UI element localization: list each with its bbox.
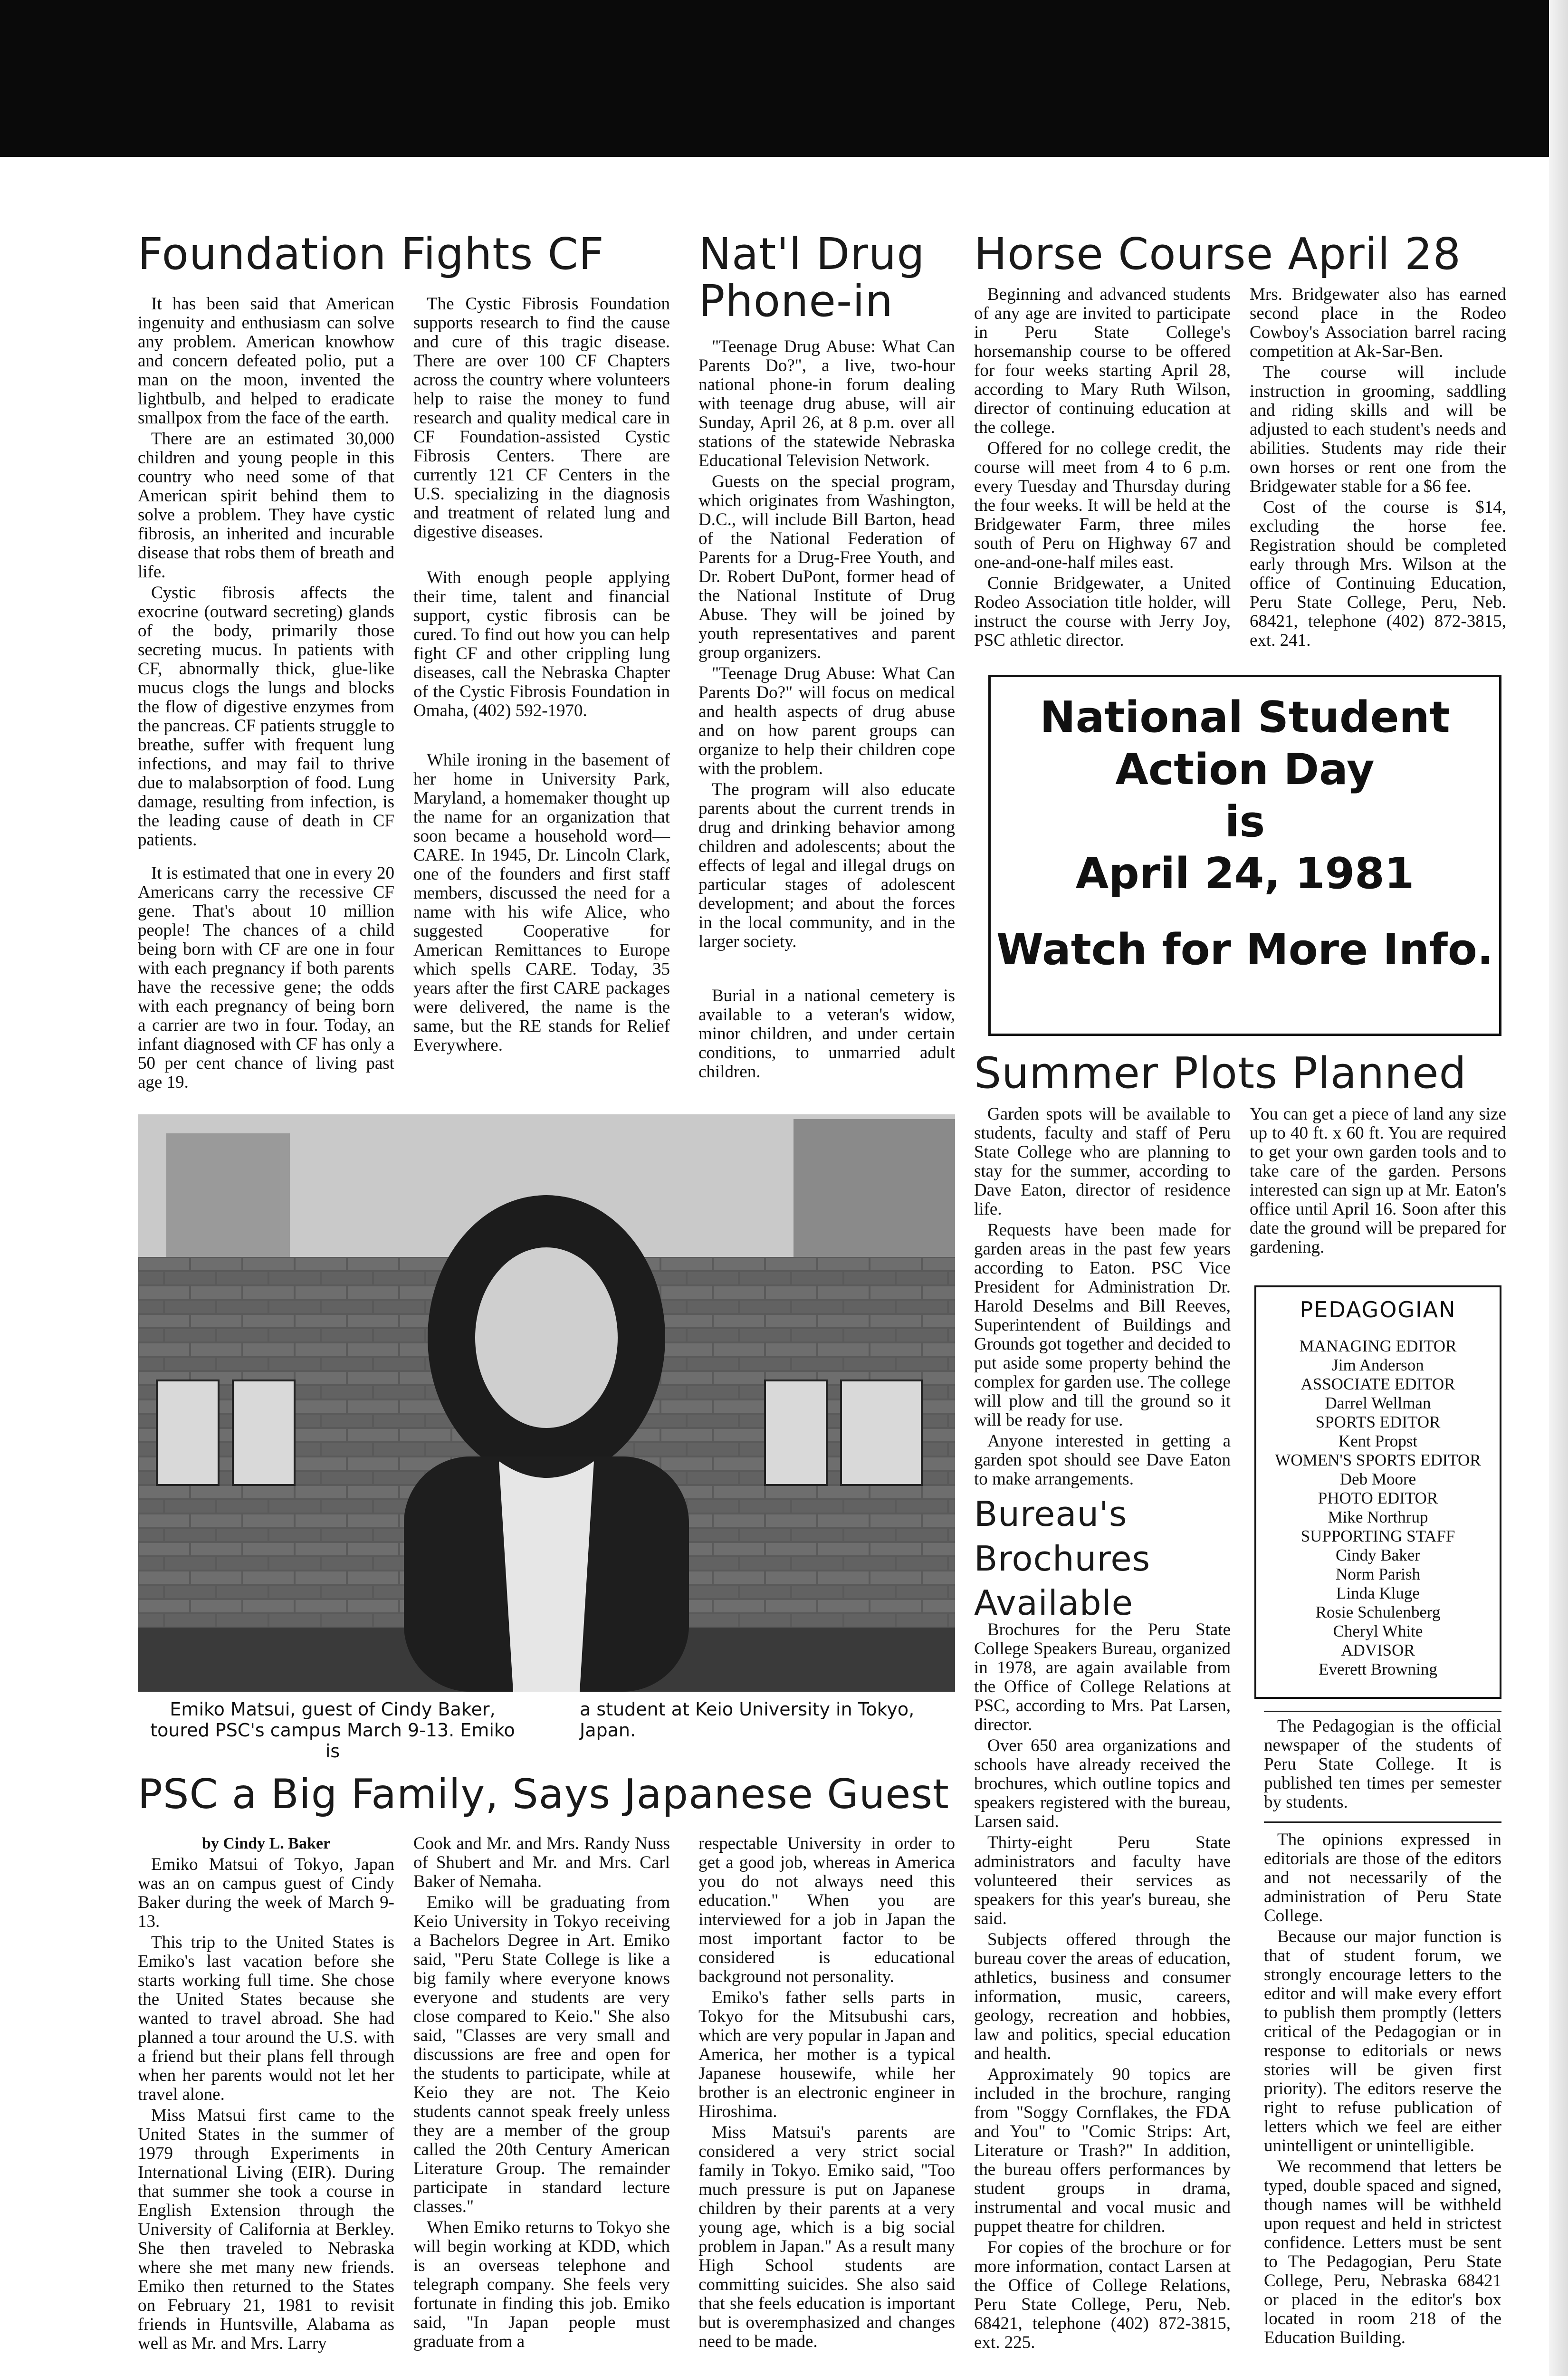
masthead-staff-name: Cheryl White [1333,1622,1423,1640]
foundation-para: Cystic fibrosis affects the exocrine (outward secreting) glands of the body, primarily those secreting mucus. In patients with CF, abnormally thick, glue-like mucus clogs the lungs and blocks the flow of digestive enzymes from the pancreas. CF patients struggle to breathe, suffer with frequent lung infections, and may fail to thrive due to malabsorption of food. Lung damage, resulting from infection, is the leading cause of death in CF patients. [138,583,394,850]
bureau-para: Subjects offered through the bureau cover the areas of education, athletics, business and consumer information, music, careers, geology, recreation and hobbies, law and politics, special education and health. [974,1930,1231,2063]
drug-para: Guests on the special program, which originates from Washington, D.C., will include Bill Barton, head of the National Federation of Parents for a Drug-Free Youth, and Dr. Robert DuPont, former head of the National Institute of Drug Abuse. They will be joined by youth representatives and parent group organizers. [698,472,955,662]
foundation-headline: Foundation Fights CF [138,229,604,279]
masthead-role: WOMEN'S SPORTS EDITOR [1275,1451,1481,1469]
psc-para: This trip to the United States is Emiko's last vacation before she starts working full time. She chose the United States because she wanted to travel abroad. She had planned a tour around the U.S. with a friend but their plans fell through when her parents would not let her travel alone. [138,1933,394,2104]
horse-para: Connie Bridgewater, a United Rodeo Association title holder, will instruct the course with Jerry Joy, PSC athletic director. [974,574,1231,650]
bureau-para: Over 650 area organizations and schools have already received the brochures, which outline topics and speakers registered with the bureau, Larsen said. [974,1736,1231,1831]
foundation-column-2 [413,295,670,1057]
horse-para: The course will include instruction in grooming, saddling and riding skills and will be adjusted to each student's needs and abilities. Students may ride their own horses or rent one from the Bridgewater stable for a $6 fee. [1250,363,1506,496]
psc-headline: PSC a Big Family, Says Japanese Guest [138,1771,949,1818]
masthead-role: SPORTS EDITOR [1315,1413,1441,1431]
masthead-role: MANAGING EDITOR [1299,1337,1457,1355]
psc-para: respectable University in order to get a good job, whereas in America you do not always need this education." When you are interviewed for a job in Japan the most important factor to be considered is educational background not personality. [698,1834,955,1986]
masthead-staff-name: Norm Parish [1336,1565,1420,1583]
drug-headline-line: Nat'l Drug [698,229,925,279]
horse-para: Offered for no college credit, the course will meet from 4 to 6 p.m. every Tuesday and Thursday during the four weeks. It will be held at the Bridgewater Farm, three miles south of Peru on Highway 67 and one-and-one-half miles east. [974,439,1231,572]
policy-para: The opinions expressed in editorials are those of the editors and not necessarily of the administration of Peru State College. [1264,1830,1501,1926]
drug-para: "Teenage Drug Abuse: What Can Parents Do?", a live, two-hour national phone-in forum dealing with teenage drug abuse, will air Sunday, April 26, at 8 p.m. over all stations of the statewide Nebraska Educational Television Network. [698,337,955,470]
foundation-column-1 [138,295,394,1094]
foundation-para: It has been said that American ingenuity and enthusiasm can solve any problem. American knowhow and concern defeated polio, put a man on the moon, invented the lightbulb, and helped to eradicate smallpox from the face of the earth. [138,294,394,428]
psc-para: When Emiko returns to Tokyo she will begin working at KDD, which is an overseas telephone and telegraph company. She feels very fortunate in finding this job. Emiko said, "In Japan people must graduate from a [413,2218,670,2351]
bureau-headline [974,1492,1150,1626]
horse-headline: Horse Course April 28 [974,229,1462,279]
policy-column [1264,1711,1501,2349]
horse-para: Cost of the course is $14, excluding the horse fee. Registration should be completed early through Mrs. Wilson at the office of Continuing Education, Peru State College, Peru, Neb. 68421, telephone (402) 872-3815, ext. 241. [1250,498,1506,650]
masthead-staff-name: Linda Kluge [1336,1584,1420,1602]
masthead-role: PHOTO EDITOR [1318,1489,1438,1507]
masthead-staff-name: Cindy Baker [1336,1546,1420,1564]
action-day-line: Action Day [1115,744,1375,795]
action-day-line: National Student [1040,692,1450,742]
action-day-box [988,675,1501,1036]
masthead-staff-name: Everett Browning [1319,1660,1437,1678]
bureau-para: Approximately 90 topics are included in the brochure, ranging from "Soggy Cornflakes, the FDA and You" to "Comic Strips: Art, Literature or Trash?" In addition, the bureau offers performances by student groups in drama, instrumental and vocal music and puppet theatre for children. [974,2065,1231,2236]
policy-para: The Pedagogian is the official newspaper of the students of Peru State College. It is published ten times per semester by students. [1264,1716,1501,1812]
summer-column-1 [974,1105,1231,1491]
drug-column [698,337,955,1083]
foundation-para: With enough people applying their time, talent and financial support, cystic fibrosis can be cured. To find out how you can help fight CF and other crippling lung diseases, call the Nebraska Chapter of the Cystic Fibrosis Foundation in Omaha, (402) 592-1970. [413,568,670,720]
bureau-headline-line: Bureau's [974,1494,1128,1534]
drug-headline [698,230,925,325]
policy-para: Because our major function is that of student forum, we strongly encourage letters to the editor and will make every effort to publish them promptly (letters critical of the Pedagogian or in response to editorials or news stories will be given first priority). The editors reserve the right to refuse publication of letters which we feel are either unintelligent or unintelligible. [1264,1927,1501,2156]
psc-para: Emiko will be graduating from Keio University in Tokyo receiving a Bachelors Degree in Art. Emiko said, "Peru State College is like a big family where everyone knows everyone and students are very close compared to Keio." She also said, "Classes are very small and discussions are free and open for the students to participate, while at Keio they are not. The Keio students cannot speak freely unless they are a member of the group called the 20th Century American Literature Group. The remainder participate in standard lecture classes." [413,1893,670,2216]
care-para: While ironing in the basement of her home in University Park, Maryland, a homemaker thought up the name for an organization that soon became a household word—CARE. In 1945, Dr. Lincoln Clark, one of the founders and first staff members, discussed the need for a name with his wife Alice, who suggested Cooperative for American Remittances to Europe which spells CARE. Today, 35 years after the first CARE packages were delivered, the name is the same, but the RE stands for Relief Everywhere. [413,750,670,1055]
bureau-para: Thirty-eight Peru State administrators and faculty have volunteered their services as speakers for this year's bureau, she said. [974,1833,1231,1928]
scan-right-edge [1549,0,1568,2376]
burial-para: Burial in a national cemetery is available to a veteran's widow, minor children, and under certain conditions, to unmarried adult children. [698,986,955,1082]
psc-para: Cook and Mr. and Mrs. Randy Nuss of Shubert and Mr. and Mrs. Carl Baker of Nemaha. [413,1834,670,1891]
action-day-line: is [1224,796,1265,847]
photo-illustration [138,1114,955,1692]
summer-para: Garden spots will be available to students, faculty and staff of Peru State College who are planning to stay for the summer, according to Dave Eaton, director of residence life. [974,1104,1231,1219]
drug-para: The program will also educate parents about the current trends in drug and drinking behavior among children and adolescents; about the effects of legal and illegal drugs on particular stages of adolescent development; and about the forces in the local community, and in the larger society. [698,780,955,951]
scan-top-border [0,0,1549,157]
action-day-line: Watch for More Info. [996,925,1494,975]
psc-column-1 [138,1834,394,2355]
psc-byline: by Cindy L. Baker [201,1835,331,1852]
masthead-staff-name: Deb Moore [1339,1470,1416,1488]
summer-para: Anyone interested in getting a garden spot should see Dave Eaton to make arrangements. [974,1431,1231,1489]
masthead-staff-name: Darrel Wellman [1325,1394,1431,1412]
psc-para: Emiko Matsui of Tokyo, Japan was an on campus guest of Cindy Baker during the week of March 9-13. [138,1855,394,1931]
summer-para: Requests have been made for garden areas in the past few years according to Eaton. PSC Vice President for Administration Dr. Harold Deselms and Bill Reeves, Superintendent of Buildings and Grounds got together and decided to put aside some property behind the complex for garden use. The college will plow and till the ground so it will be ready for use. [974,1220,1231,1430]
bureau-column [974,1620,1231,2354]
horse-para: Beginning and advanced students of any age are invited to participate in Peru State College's horsemanship course to be offered for four weeks starting April 28, according to Mary Ruth Wilson, director of continuing education at the college. [974,285,1231,437]
masthead-role: ADVISOR [1341,1641,1415,1659]
summer-para: You can get a piece of land any size up to 40 ft. x 60 ft. You are required to get your own garden tools and to take care of the garden. Persons interested can sign up at Mr. Eaton's office until April 16. Soon after this date the ground will be prepared for gardening. [1250,1104,1506,1257]
masthead-title: PEDAGOGIAN [1300,1297,1456,1322]
drug-headline-line: Phone-in [698,276,894,327]
masthead-role: SUPPORTING STAFF [1300,1527,1455,1545]
drug-para: "Teenage Drug Abuse: What Can Parents Do?" will focus on medical and health aspects of drug abuse and on how parent groups can organize to help their children cope with the problem. [698,664,955,778]
bureau-headline-line: Brochures [974,1538,1151,1579]
foundation-para: It is estimated that one in every 20 Americans carry the recessive CF gene. That's about 10 million people! The chances of a child being born with CF are one in four with each pregnancy if both parents have the recessive gene; the odds with each pregnancy of being born a carrier are two in four. Today, an infant diagnosed with CF has only a 50 per cent chance of living past age 19. [138,863,394,1092]
masthead-staff-name: Mike Northrup [1328,1508,1428,1526]
psc-para: Miss Matsui's parents are considered a very strict social family in Tokyo. Emiko said, "Too much pressure is put on Japanese children by their parents at a very young age, which is a big social problem in Japan." As a result many High School students are committing suicides. She also said that she feels education is important but is overemphasized and changes need to be made. [698,2123,955,2351]
bureau-para: Brochures for the Peru State College Speakers Bureau, organized in 1978, are again available from the Office of College Relations at PSC, according to Mrs. Pat Larsen, director. [974,1620,1231,1734]
summer-headline: Summer Plots Planned [974,1048,1467,1098]
action-day-line: April 24, 1981 [1075,849,1415,899]
photo-caption-left: Emiko Matsui, guest of Cindy Baker, toured PSC's campus March 9-13. Emiko is [150,1699,515,1762]
horse-column-1 [974,285,1231,652]
summer-column-2 [1250,1105,1506,1259]
masthead-staff-name: Kent Propst [1338,1432,1418,1450]
horse-para: Mrs. Bridgewater also has earned second place in the Rodeo Cowboy's Association barrel racing competition at Ak-Sar-Ben. [1250,285,1506,361]
psc-para: Emiko's father sells parts in Tokyo for the Mitsubushi cars, which are very popular in Japan and America, her mother is a typical Japanese housewife, while her brother is an electronic engineer in Hiroshima. [698,1988,955,2121]
bureau-headline-line: Available [974,1583,1133,1623]
masthead-box [1254,1285,1501,1699]
psc-para: Miss Matsui first came to the United States in the summer of 1979 through Experiments in International Living (EIR). During that summer she took a course in English Extension through the University of California at Berkley. She then traveled to Nebraska where she met many new friends. Emiko then returned to the States on February 21, 1981 to revisit friends in Huntsville, Alabama as well as Mr. and Mrs. Larry [138,2106,394,2353]
masthead-staff-list [1256,1337,1500,1679]
psc-column-2 [413,1834,670,2353]
photo-caption-right: a student at Keio University in Tokyo, Japan. [580,1699,915,1741]
foundation-para: There are an estimated 30,000 children and young people in this country who need some of that American spirit behind them to solve a problem. They have cystic fibrosis, an inherited and incurable disease that robs them of breath and life. [138,429,394,582]
masthead-staff-name: Jim Anderson [1332,1356,1424,1374]
masthead-role: ASSOCIATE EDITOR [1300,1375,1455,1393]
psc-column-3 [698,1834,955,2353]
bureau-para: For copies of the brochure or for more information, contact Larsen at the Office of College Relations, Peru State College, Peru, Neb. 68421, telephone (402) 872-3815, ext. 225. [974,2238,1231,2352]
horse-column-2 [1250,285,1506,652]
masthead-staff-name: Rosie Schulenberg [1315,1603,1441,1621]
emiko-photo [138,1114,955,1692]
foundation-para: The Cystic Fibrosis Foundation supports research to find the cause and cure of this tragic disease. There are over 100 CF Chapters across the country where volunteers help to raise the money to fund research and quality medical care in CF Foundation-assisted Cystic Fibrosis Centers. There are currently 121 CF Centers in the U.S. specializing in the diagnosis and treatment of related lung and digestive diseases. [413,294,670,542]
policy-para: We recommend that letters be typed, double spaced and signed, though names will be withheld upon request and held in strictest confidence. Letters must be sent to The Pedagogian, Peru State College, Peru, Nebraska 68421 or placed in the editor's box located in room 218 of the Education Building. [1264,2157,1501,2347]
